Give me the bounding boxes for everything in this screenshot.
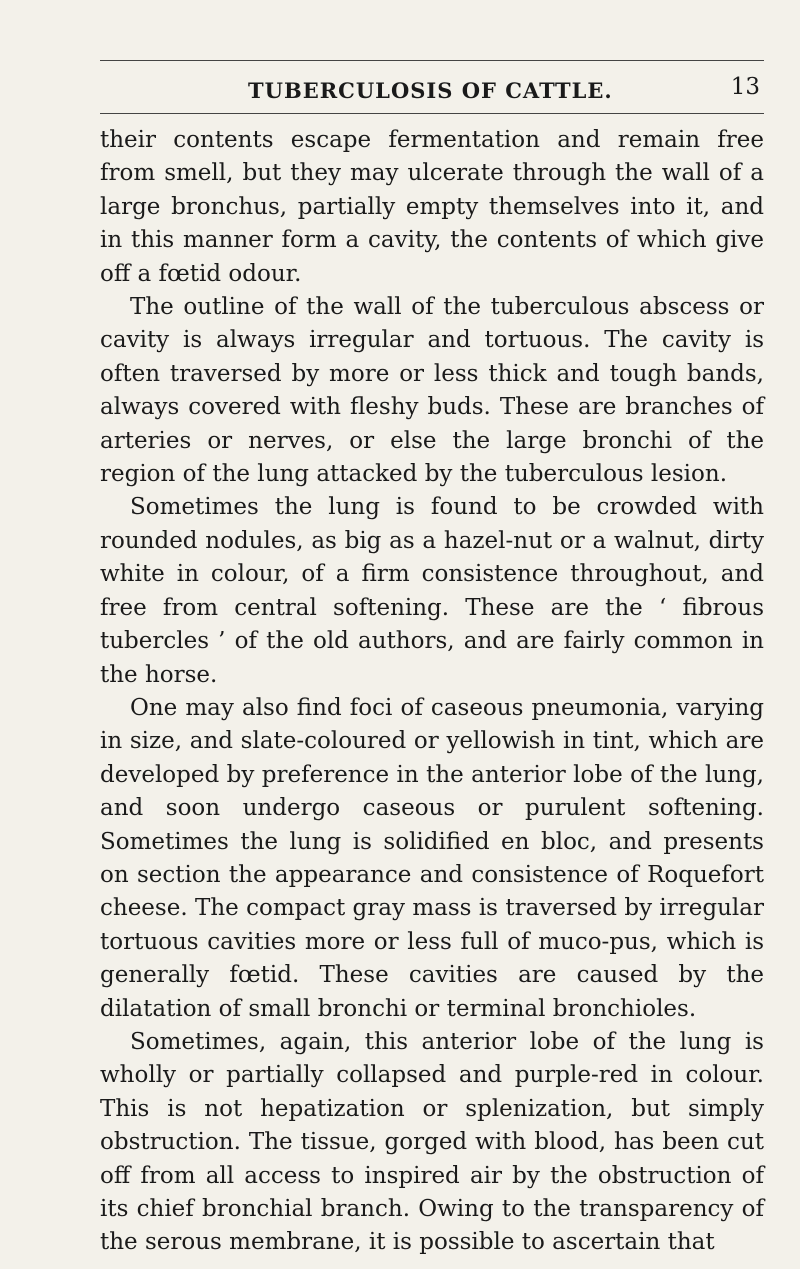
header-rule-bottom <box>100 113 764 114</box>
paragraph: The outline of the wall of the tuberculous abscess or cavity is always irregular and tortuous. The cavity is often traversed by more or less thick and tough bands, always covered with fleshy buds. These are branches of arteries or nerves, or else the large bronchi of the region of the lung attacked by the tuberculous lesion. <box>100 294 764 488</box>
paragraph: Sometimes the lung is found to be crowded with rounded nodules, as big as a hazel-nut or a walnut, dirty white in colour, of a firm consistence throughout, and free from central softening. These are the ‘ fibrous tubercles ’ of the old authors, and are fairly common in the horse. <box>100 494 764 688</box>
running-title: TUBERCULOSIS OF CATTLE. <box>248 78 613 103</box>
header-rule-top <box>100 60 764 61</box>
paragraph: their contents escape fermentation and remain free from smell, but they may ulcerate through the wall of a large bronchus, partially empty themselves into it, and in this manner form a cavity, the contents of which give off a fœtid odour. <box>100 127 764 287</box>
running-header <box>100 70 760 110</box>
paragraph: Sometimes, again, this anterior lobe of the lung is wholly or partially collapsed and purple-red in colour. This is not hepatization or splenization, but simply obstruction. The tissue, gorged with blood, has been cut off from all access to inspired air by the obstruction of its chief bronchial branch. Owing to the transparency of the serous membrane, it is possible to ascertain that <box>100 1028 764 1256</box>
body-text <box>100 124 764 1260</box>
paragraph: One may also find foci of caseous pneumonia, varying in size, and slate-coloured or yellowish in tint, which are developed by preference in the anterior lobe of the lung, and soon undergo caseous or purulent softening. Sometimes the lung is solidified en bloc, and presents on section the appearance and consistence of Roquefort cheese. The compact gray mass is traversed by irregular tortuous cavities more or less full of muco-pus, which is generally fœtid. These cavities are caused by the dilatation of small bronchi or terminal bronchioles. <box>100 694 764 1022</box>
page-number: 13 <box>730 74 760 100</box>
